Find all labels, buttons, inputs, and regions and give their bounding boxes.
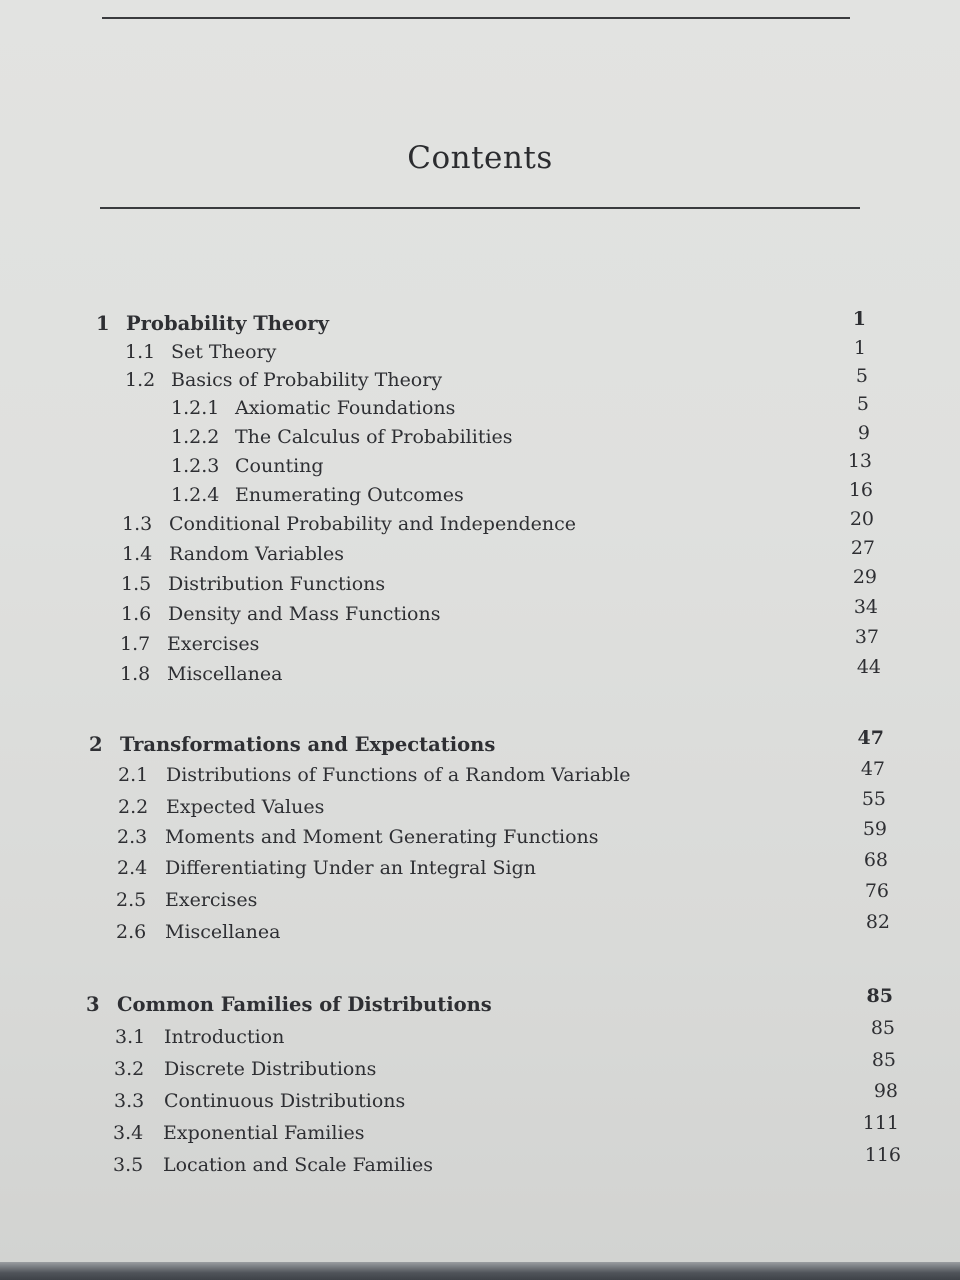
toc-section-entry[interactable] [116,921,280,943]
chapter-number: 3 [86,993,100,1016]
chapter-entry[interactable] [86,993,492,1016]
section-page-number: 29 [852,566,877,588]
section-page-number: 44 [856,656,881,678]
section-title: Expected Values [166,796,325,818]
toc-section-entry[interactable] [115,1026,284,1048]
section-title: Miscellanea [165,921,281,943]
section-number: 3.3 [114,1090,145,1112]
toc-section-entry[interactable] [113,1154,433,1176]
section-page-number: 16 [848,479,873,501]
section-page-number: 37 [854,626,879,648]
chapter-entry[interactable] [96,312,329,335]
toc-section-entry[interactable] [118,764,631,786]
section-number: 1.6 [121,603,152,625]
subsection-title: The Calculus of Probabilities [235,426,513,448]
section-page-number: 116 [864,1144,901,1166]
toc-section-entry[interactable] [116,889,257,911]
chapter-title: Transformations and Expectations [120,733,496,756]
page-title: Contents [407,140,553,176]
section-title: Distributions of Functions of a Random Variable [166,764,631,786]
chapter-number: 2 [89,733,103,756]
toc-section-entry[interactable] [122,543,344,565]
section-title: Differentiating Under an Integral Sign [165,857,536,879]
section-number: 1.4 [122,543,153,565]
toc-section-entry[interactable] [122,513,576,535]
toc-section-entry[interactable] [121,573,385,595]
section-page-number: 13 [847,450,872,472]
toc-section-entry[interactable] [120,633,259,655]
toc-subsection-entry[interactable] [171,484,464,506]
section-page-number: 9 [857,422,870,444]
section-title: Location and Scale Families [163,1154,434,1176]
section-number: 3.1 [115,1026,146,1048]
toc-section-entry[interactable] [117,857,536,879]
section-title: Exercises [167,633,260,655]
section-number: 2.3 [117,826,148,848]
toc-subsection-entry[interactable] [171,455,324,477]
toc-subsection-entry[interactable] [171,397,455,419]
section-page-number: 98 [873,1080,898,1102]
toc-section-entry[interactable] [114,1090,405,1112]
subsection-title: Enumerating Outcomes [235,484,464,506]
section-page-number: 111 [862,1112,899,1134]
chapter-title: Common Families of Distributions [117,993,492,1016]
section-title: Conditional Probability and Independence [169,513,576,535]
toc-section-entry[interactable] [118,796,324,818]
section-title: Discrete Distributions [164,1058,377,1080]
section-number: 2.1 [118,764,149,786]
section-page-number: 82 [865,911,890,933]
subsection-number: 1.2.4 [171,484,220,506]
section-page-number: 5 [856,393,869,415]
section-number: 1.7 [120,633,151,655]
section-title: Random Variables [169,543,344,565]
section-number: 1.3 [122,513,153,535]
section-number: 1.1 [125,341,156,363]
subsection-title: Axiomatic Foundations [235,397,456,419]
section-number: 2.5 [116,889,147,911]
section-title: Distribution Functions [168,573,386,595]
section-number: 2.2 [118,796,149,818]
section-number: 1.8 [120,663,151,685]
section-number: 2.6 [116,921,147,943]
section-page-number: 20 [849,508,874,530]
section-page-number: 34 [853,596,878,618]
section-title: Density and Mass Functions [168,603,441,625]
section-number: 2.4 [117,857,148,879]
toc-section-entry[interactable] [113,1122,365,1144]
section-page-number: 1 [853,337,866,359]
chapter-number: 1 [96,312,110,335]
subsection-number: 1.2.3 [171,455,220,477]
title-rule [100,207,860,209]
toc-section-entry[interactable] [120,663,282,685]
chapter-entry[interactable] [89,733,495,756]
section-title: Continuous Distributions [164,1090,406,1112]
section-title: Basics of Probability Theory [171,369,443,391]
chapter-page-number: 1 [852,308,866,330]
section-title: Exponential Families [163,1122,365,1144]
section-page-number: 85 [871,1049,896,1071]
toc-section-entry[interactable] [114,1058,376,1080]
chapter-page-number: 85 [866,985,893,1007]
toc-section-entry[interactable] [121,603,440,625]
toc-section-entry[interactable] [125,369,442,391]
subsection-number: 1.2.2 [171,426,220,448]
section-title: Exercises [165,889,258,911]
section-page-number: 76 [864,880,889,902]
subsection-number: 1.2.1 [171,397,220,419]
section-title: Introduction [164,1026,285,1048]
toc-subsection-entry[interactable] [171,426,513,448]
section-page-number: 68 [863,849,888,871]
section-page-number: 85 [870,1017,895,1039]
section-title: Miscellanea [167,663,283,685]
section-page-number: 5 [855,365,868,387]
section-number: 1.5 [121,573,152,595]
section-page-number: 27 [850,537,875,559]
section-number: 3.5 [113,1154,144,1176]
section-number: 3.4 [113,1122,144,1144]
chapter-page-number: 47 [857,727,884,749]
page-bottom-edge [0,1262,960,1280]
section-title: Set Theory [171,341,277,363]
toc-section-entry[interactable] [125,341,276,363]
section-number: 1.2 [125,369,156,391]
section-title: Moments and Moment Generating Functions [165,826,599,848]
section-number: 3.2 [114,1058,145,1080]
toc-section-entry[interactable] [117,826,599,848]
section-page-number: 55 [861,788,886,810]
section-page-number: 47 [860,758,885,780]
subsection-title: Counting [235,455,324,477]
chapter-title: Probability Theory [126,312,329,335]
section-page-number: 59 [862,818,887,840]
top-rule [102,17,850,19]
